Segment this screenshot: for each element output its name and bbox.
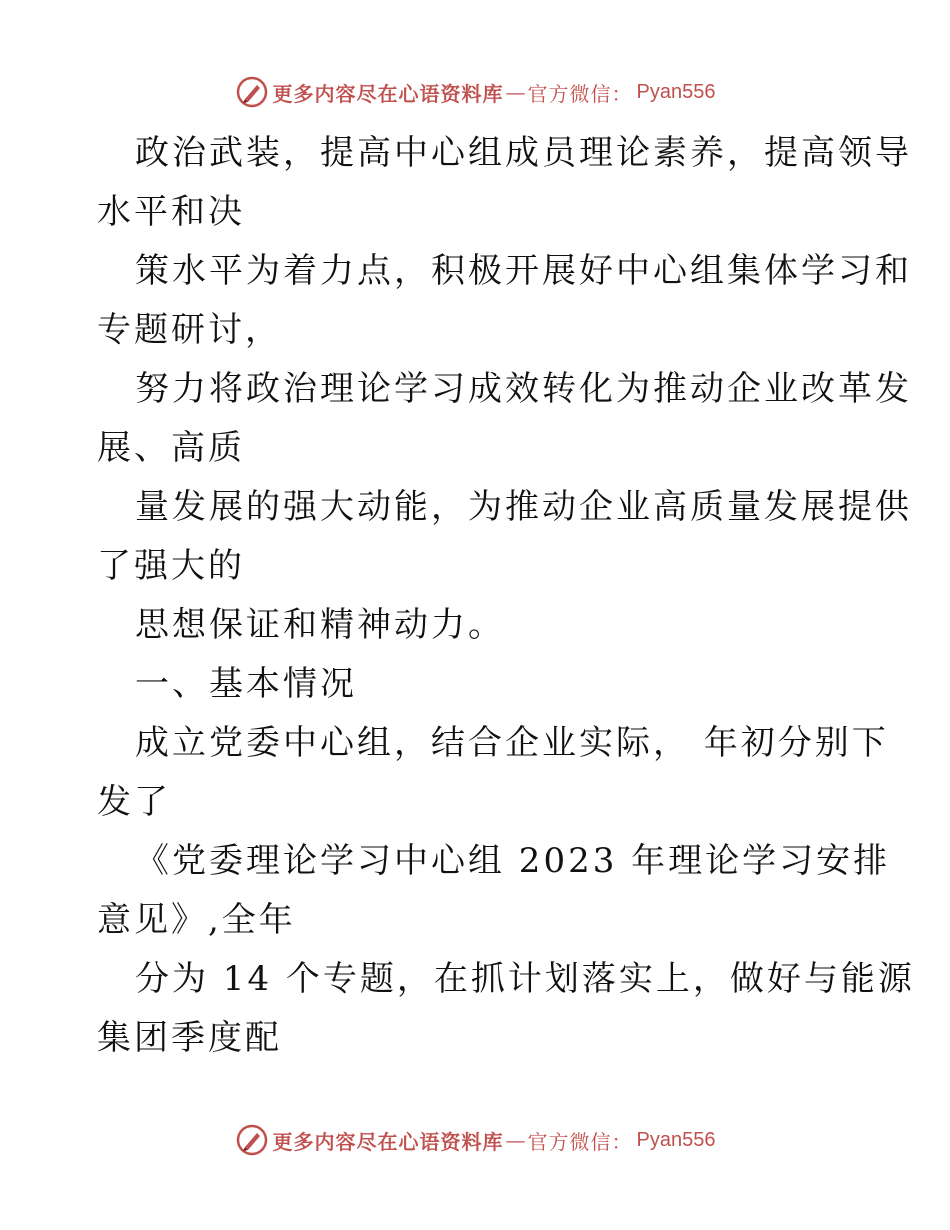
- document-body: [97, 124, 915, 1068]
- paragraph-6: [97, 714, 889, 832]
- pen-logo-icon: [235, 75, 269, 109]
- watermark-site: 更多内容尽在心语资料库: [272, 81, 504, 106]
- paragraph-line: 发了: [97, 782, 171, 822]
- watermark-id: Pyan556: [636, 80, 716, 103]
- paragraph-line: 成立党委中心组，结合企业实际， 年初分别下: [135, 723, 889, 763]
- watermark-label: 官方微信：: [527, 1129, 633, 1154]
- pen-logo-icon: [235, 1123, 269, 1157]
- paragraph-line: 水平和决: [97, 192, 245, 232]
- paragraph-line: 思想保证和精神动力。: [135, 605, 505, 645]
- paragraph-line: 《党委理论学习中心组 2023 年理论学习安排: [135, 841, 891, 881]
- paragraph-line: 量发展的强大动能，为推动企业高质量发展提供: [135, 487, 912, 527]
- paragraph-5: [97, 596, 853, 655]
- paragraph-line: 努力将政治理论学习成效转化为推动企业改革发: [135, 369, 912, 409]
- paragraph-2: [97, 242, 912, 360]
- paragraph-line: 政治武装，提高中心组成员理论素养，提高领导: [135, 133, 912, 173]
- section-heading-text: 一、基本情况: [135, 664, 357, 704]
- paragraph-8: [97, 950, 915, 1068]
- paragraph-7: [97, 832, 891, 950]
- section-heading: [97, 655, 853, 714]
- header-watermark: [0, 72, 950, 112]
- watermark-site: 更多内容尽在心语资料库: [272, 1129, 504, 1154]
- footer-watermark: [0, 1120, 950, 1160]
- paragraph-1: [97, 124, 912, 242]
- paragraph-line: 意见》,全年: [97, 900, 296, 940]
- paragraph-line: 策水平为着力点，积极开展好中心组集体学习和: [135, 251, 912, 291]
- watermark-dash: —: [505, 80, 526, 104]
- paragraph-line: 专题研讨，: [97, 310, 282, 350]
- watermark-id: Pyan556: [636, 1128, 716, 1151]
- paragraph-line: 分为 14 个专题，在抓计划落实上，做好与能源: [135, 959, 915, 999]
- watermark-label: 官方微信：: [527, 81, 633, 106]
- watermark-dash: —: [505, 1128, 526, 1152]
- paragraph-3: [97, 360, 912, 478]
- paragraph-4: [97, 478, 912, 596]
- paragraph-line: 集团季度配: [97, 1018, 282, 1058]
- paragraph-line: 展、高质: [97, 428, 245, 468]
- paragraph-line: 了强大的: [97, 546, 245, 586]
